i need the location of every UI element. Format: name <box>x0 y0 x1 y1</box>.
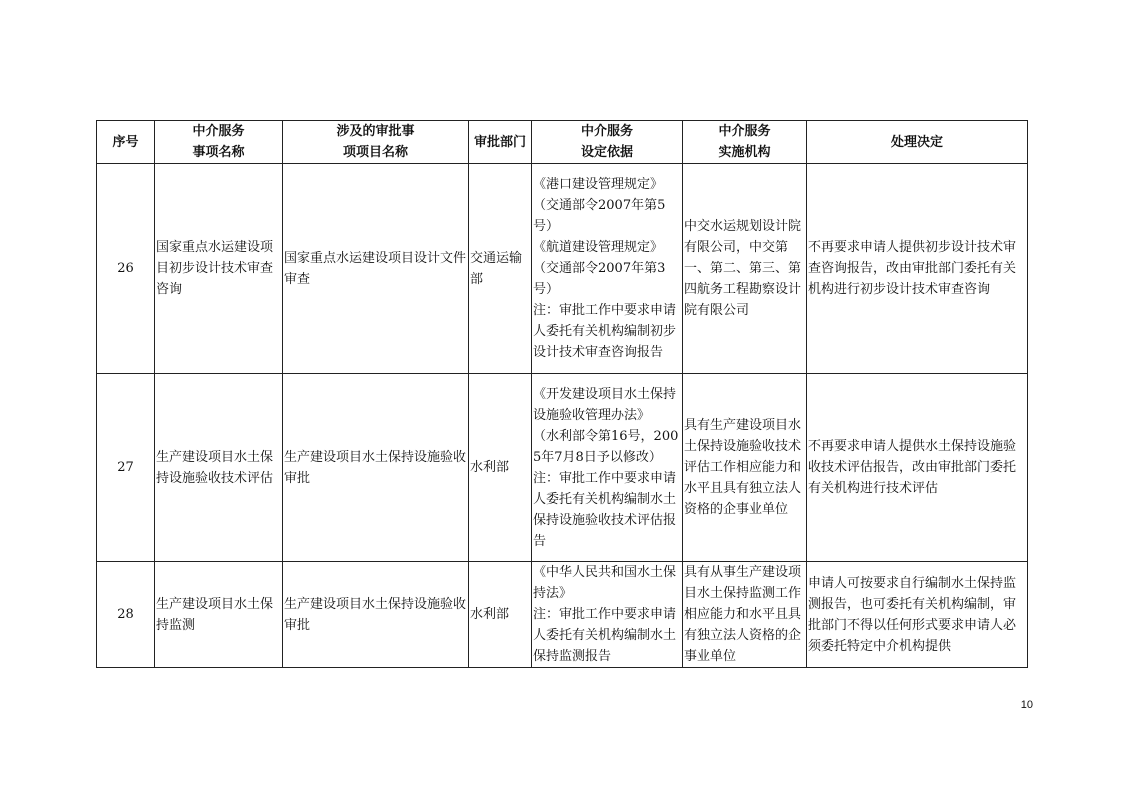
header-approval-item: 涉及的审批事 项项目名称 <box>283 121 469 164</box>
cell-decision: 不再要求申请人提供初步设计技术审查咨询报告，改由审批部门委托有关机构进行初步设计技术审查咨询 <box>807 164 1028 374</box>
cell-approval-item: 国家重点水运建设项目设计文件审查 <box>283 164 469 374</box>
header-basis: 中介服务 设定依据 <box>532 121 683 164</box>
cell-department: 交通运输部 <box>469 164 532 374</box>
cell-basis: 《开发建设项目水土保持设施验收管理办法》 （水利部令第16号，2005年7月8日予以修改） 注：审批工作中要求申请人委托有关机构编制水土保持设施验收技术评估报告 <box>532 374 683 562</box>
cell-serial-number: 26 <box>97 164 155 374</box>
cell-institution: 具有生产建设项目水土保持设施验收技术评估工作相应能力和水平且具有独立法人资格的企事业单位 <box>683 374 807 562</box>
header-institution: 中介服务 实施机构 <box>683 121 807 164</box>
table-row <box>97 164 1028 374</box>
header-service-name: 中介服务 事项名称 <box>155 121 283 164</box>
cell-service-name: 国家重点水运建设项目初步设计技术审查咨询 <box>155 164 283 374</box>
cell-approval-item: 生产建设项目水土保持设施验收审批 <box>283 562 469 668</box>
cell-institution: 中交水运规划设计院有限公司，中交第一、第二、第三、第四航务工程勘察设计院有限公司 <box>683 164 807 374</box>
cell-serial-number: 28 <box>97 562 155 668</box>
header-serial-number: 序号 <box>97 121 155 164</box>
cell-department: 水利部 <box>469 562 532 668</box>
cell-service-name: 生产建设项目水土保持监测 <box>155 562 283 668</box>
cell-department: 水利部 <box>469 374 532 562</box>
cell-serial-number: 27 <box>97 374 155 562</box>
cell-institution: 具有从事生产建设项目水土保持监测工作相应能力和水平且具有独立法人资格的企事业单位 <box>683 562 807 668</box>
cell-approval-item: 生产建设项目水土保持设施验收审批 <box>283 374 469 562</box>
table-header-row <box>97 121 1028 164</box>
cell-service-name: 生产建设项目水土保持设施验收技术评估 <box>155 374 283 562</box>
header-decision: 处理决定 <box>807 121 1028 164</box>
cell-basis: 《中华人民共和国水土保持法》 注：审批工作中要求申请人委托有关机构编制水土保持监测报告 <box>532 562 683 668</box>
header-department: 审批部门 <box>469 121 532 164</box>
cell-decision: 申请人可按要求自行编制水土保持监测报告，也可委托有关机构编制，审批部门不得以任何形式要求申请人必须委托特定中介机构提供 <box>807 562 1028 668</box>
page-number: 10 <box>1020 699 1033 711</box>
cell-decision: 不再要求申请人提供水土保持设施验收技术评估报告，改由审批部门委托有关机构进行技术评估 <box>807 374 1028 562</box>
table-row <box>97 374 1028 562</box>
cell-basis: 《港口建设管理规定》 （交通部令2007年第5号） 《航道建设管理规定》 （交通部令2007年第3号） 注：审批工作中要求申请人委托有关机构编制初步设计技术审查咨询报告 <box>532 164 683 374</box>
intermediary-services-table <box>96 120 1028 668</box>
table-row <box>97 562 1028 668</box>
